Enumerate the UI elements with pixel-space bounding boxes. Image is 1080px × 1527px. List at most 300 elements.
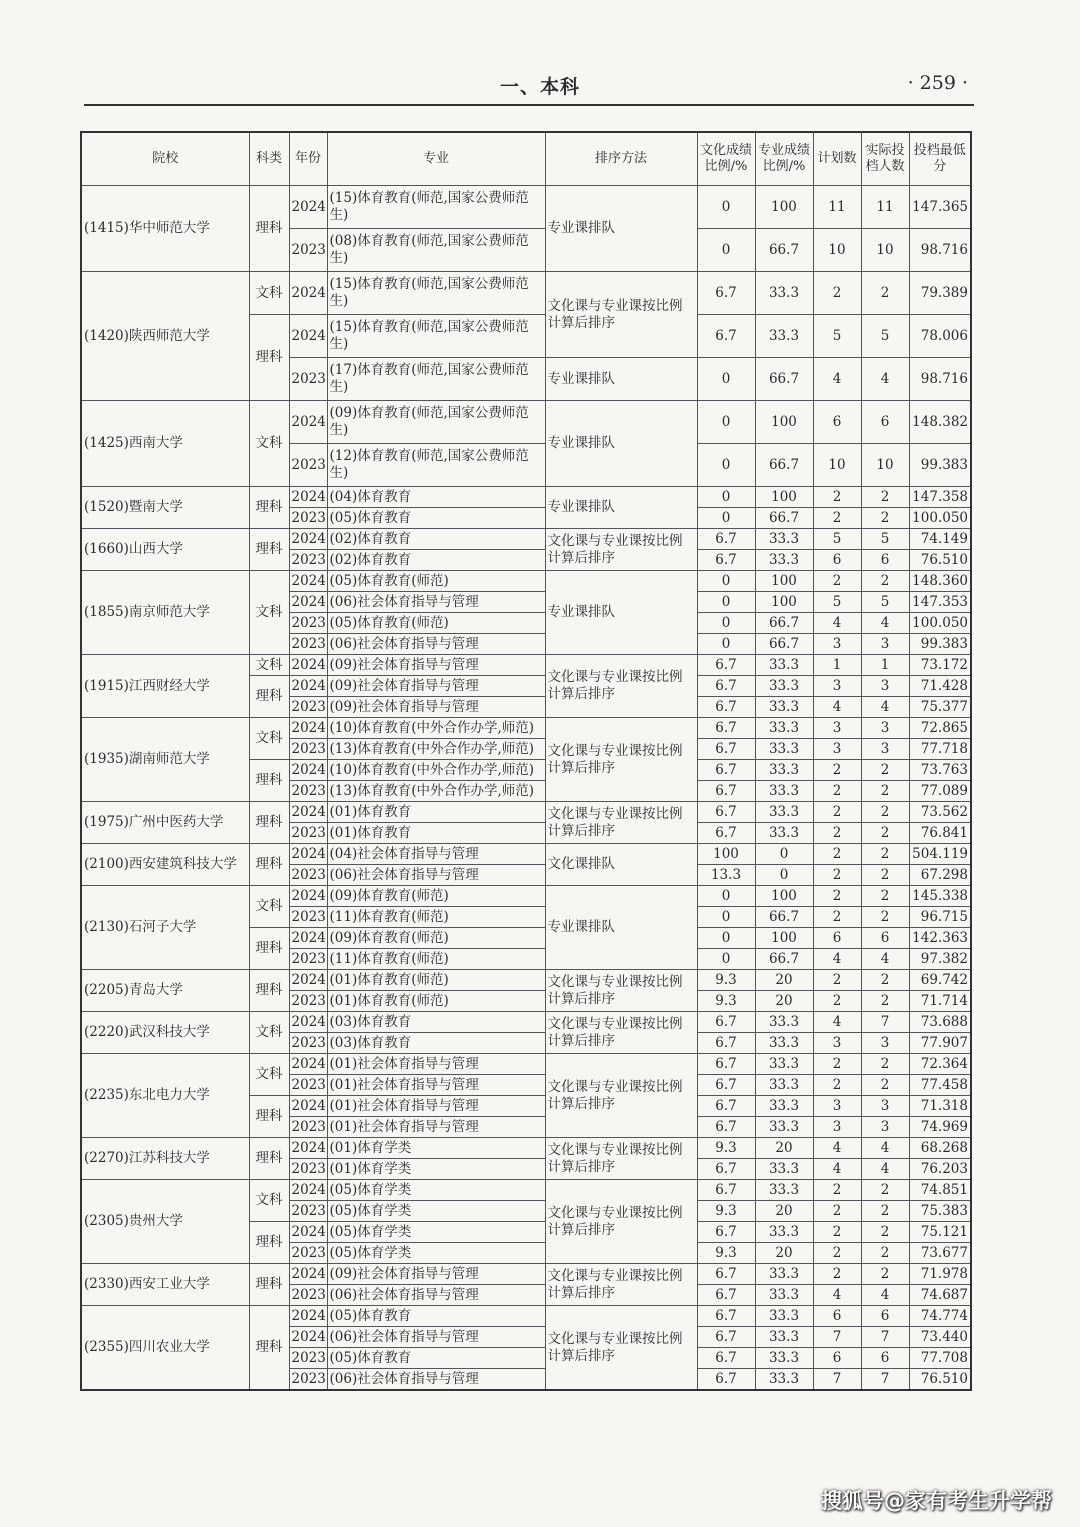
plan-cell: 2 bbox=[813, 781, 861, 802]
school-cell: (1975)广州中医药大学 bbox=[81, 802, 249, 844]
year-cell: 2023 bbox=[289, 907, 327, 928]
plan-cell: 2 bbox=[813, 1075, 861, 1096]
culture-ratio-cell: 6.7 bbox=[697, 272, 755, 315]
major-cell: (05)体育教育 bbox=[327, 1348, 545, 1369]
actual-cell: 2 bbox=[861, 571, 909, 592]
plan-cell: 5 bbox=[813, 315, 861, 358]
major-cell: (11)体育教育(师范) bbox=[327, 907, 545, 928]
table-row bbox=[81, 487, 971, 508]
major-ratio-cell: 100 bbox=[755, 401, 813, 444]
plan-cell: 10 bbox=[813, 444, 861, 487]
actual-cell: 2 bbox=[861, 886, 909, 907]
table-row bbox=[81, 272, 971, 315]
actual-cell: 2 bbox=[861, 272, 909, 315]
major-ratio-cell: 66.7 bbox=[755, 634, 813, 655]
culture-ratio-cell: 6.7 bbox=[697, 802, 755, 823]
school-cell: (2100)西安建筑科技大学 bbox=[81, 844, 249, 886]
major-cell: (04)社会体育指导与管理 bbox=[327, 844, 545, 865]
header-plan: 计划数 bbox=[813, 132, 861, 186]
culture-ratio-cell: 0 bbox=[697, 907, 755, 928]
plan-cell: 2 bbox=[813, 991, 861, 1012]
min-score-cell: 73.688 bbox=[909, 1012, 971, 1033]
school-cell: (1935)湖南师范大学 bbox=[81, 718, 249, 802]
year-cell: 2024 bbox=[289, 886, 327, 907]
table-row bbox=[81, 718, 971, 739]
actual-cell: 2 bbox=[861, 1054, 909, 1075]
major-ratio-cell: 66.7 bbox=[755, 613, 813, 634]
plan-cell: 5 bbox=[813, 529, 861, 550]
plan-cell: 4 bbox=[813, 1159, 861, 1180]
method-cell: 文化课与专业课按比例计算后排序 bbox=[545, 970, 697, 1012]
year-cell: 2024 bbox=[289, 571, 327, 592]
school-cell: (1425)西南大学 bbox=[81, 401, 249, 487]
school-cell: (2330)西安工业大学 bbox=[81, 1264, 249, 1306]
plan-cell: 11 bbox=[813, 186, 861, 229]
category-cell: 文科 bbox=[249, 1054, 289, 1096]
plan-cell: 2 bbox=[813, 802, 861, 823]
actual-cell: 4 bbox=[861, 949, 909, 970]
plan-cell: 7 bbox=[813, 1327, 861, 1348]
major-ratio-cell: 33.3 bbox=[755, 655, 813, 676]
min-score-cell: 74.774 bbox=[909, 1306, 971, 1327]
culture-ratio-cell: 6.7 bbox=[697, 1327, 755, 1348]
min-score-cell: 74.149 bbox=[909, 529, 971, 550]
school-cell: (2220)武汉科技大学 bbox=[81, 1012, 249, 1054]
major-ratio-cell: 33.3 bbox=[755, 1075, 813, 1096]
year-cell: 2023 bbox=[289, 508, 327, 529]
major-ratio-cell: 66.7 bbox=[755, 949, 813, 970]
year-cell: 2023 bbox=[289, 781, 327, 802]
major-ratio-cell: 33.3 bbox=[755, 272, 813, 315]
header-year: 年份 bbox=[289, 132, 327, 186]
major-cell: (09)社会体育指导与管理 bbox=[327, 697, 545, 718]
plan-cell: 6 bbox=[813, 1306, 861, 1327]
year-cell: 2024 bbox=[289, 272, 327, 315]
min-score-cell: 76.510 bbox=[909, 1369, 971, 1391]
major-cell: (06)社会体育指导与管理 bbox=[327, 865, 545, 886]
major-cell: (15)体育教育(师范,国家公费师范生) bbox=[327, 315, 545, 358]
min-score-cell: 73.677 bbox=[909, 1243, 971, 1264]
min-score-cell: 97.382 bbox=[909, 949, 971, 970]
year-cell: 2024 bbox=[289, 315, 327, 358]
culture-ratio-cell: 6.7 bbox=[697, 1180, 755, 1201]
method-cell: 文化课与专业课按比例计算后排序 bbox=[545, 1138, 697, 1180]
major-cell: (09)体育教育(师范) bbox=[327, 886, 545, 907]
major-ratio-cell: 33.3 bbox=[755, 1180, 813, 1201]
major-ratio-cell: 33.3 bbox=[755, 1369, 813, 1391]
min-score-cell: 73.763 bbox=[909, 760, 971, 781]
min-score-cell: 99.383 bbox=[909, 444, 971, 487]
major-cell: (13)体育教育(中外合作办学,师范) bbox=[327, 739, 545, 760]
actual-cell: 2 bbox=[861, 487, 909, 508]
major-cell: (01)体育教育 bbox=[327, 823, 545, 844]
culture-ratio-cell: 6.7 bbox=[697, 1012, 755, 1033]
min-score-cell: 100.050 bbox=[909, 508, 971, 529]
major-cell: (02)体育教育 bbox=[327, 550, 545, 571]
table-row bbox=[81, 571, 971, 592]
method-cell: 文化课与专业课按比例计算后排序 bbox=[545, 802, 697, 844]
culture-ratio-cell: 0 bbox=[697, 571, 755, 592]
culture-ratio-cell: 9.3 bbox=[697, 1138, 755, 1159]
plan-cell: 2 bbox=[813, 865, 861, 886]
major-ratio-cell: 100 bbox=[755, 487, 813, 508]
culture-ratio-cell: 0 bbox=[697, 949, 755, 970]
category-cell: 理科 bbox=[249, 676, 289, 718]
table-row bbox=[81, 401, 971, 444]
culture-ratio-cell: 6.7 bbox=[697, 1096, 755, 1117]
culture-ratio-cell: 6.7 bbox=[697, 1306, 755, 1327]
school-cell: (1660)山西大学 bbox=[81, 529, 249, 571]
category-cell: 理科 bbox=[249, 529, 289, 571]
major-cell: (12)体育教育(师范,国家公费师范生) bbox=[327, 444, 545, 487]
actual-cell: 2 bbox=[861, 844, 909, 865]
culture-ratio-cell: 6.7 bbox=[697, 718, 755, 739]
actual-cell: 6 bbox=[861, 1306, 909, 1327]
category-cell: 理科 bbox=[249, 315, 289, 401]
table-row bbox=[81, 970, 971, 991]
school-cell: (1915)江西财经大学 bbox=[81, 655, 249, 718]
actual-cell: 6 bbox=[861, 1348, 909, 1369]
major-ratio-cell: 66.7 bbox=[755, 229, 813, 272]
year-cell: 2024 bbox=[289, 655, 327, 676]
actual-cell: 3 bbox=[861, 676, 909, 697]
page-header-title: 一、本科 bbox=[499, 76, 580, 98]
category-cell: 理科 bbox=[249, 760, 289, 802]
year-cell: 2023 bbox=[289, 634, 327, 655]
school-cell: (1855)南京师范大学 bbox=[81, 571, 249, 655]
plan-cell: 2 bbox=[813, 970, 861, 991]
table-row bbox=[81, 655, 971, 676]
major-ratio-cell: 0 bbox=[755, 865, 813, 886]
min-score-cell: 98.716 bbox=[909, 358, 971, 401]
min-score-cell: 76.841 bbox=[909, 823, 971, 844]
method-cell: 文化课排队 bbox=[545, 844, 697, 886]
min-score-cell: 145.338 bbox=[909, 886, 971, 907]
min-score-cell: 73.440 bbox=[909, 1327, 971, 1348]
major-ratio-cell: 33.3 bbox=[755, 676, 813, 697]
major-ratio-cell: 100 bbox=[755, 886, 813, 907]
plan-cell: 4 bbox=[813, 697, 861, 718]
min-score-cell: 72.364 bbox=[909, 1054, 971, 1075]
category-cell: 文科 bbox=[249, 571, 289, 655]
actual-cell: 2 bbox=[861, 1222, 909, 1243]
major-ratio-cell: 33.3 bbox=[755, 823, 813, 844]
method-cell: 文化课与专业课按比例计算后排序 bbox=[545, 272, 697, 358]
category-cell: 文科 bbox=[249, 718, 289, 760]
min-score-cell: 98.716 bbox=[909, 229, 971, 272]
major-cell: (01)社会体育指导与管理 bbox=[327, 1117, 545, 1138]
min-score-cell: 79.389 bbox=[909, 272, 971, 315]
major-cell: (06)社会体育指导与管理 bbox=[327, 1285, 545, 1306]
min-score-cell: 68.268 bbox=[909, 1138, 971, 1159]
major-cell: (05)体育学类 bbox=[327, 1243, 545, 1264]
major-ratio-cell: 33.3 bbox=[755, 1012, 813, 1033]
culture-ratio-cell: 9.3 bbox=[697, 1201, 755, 1222]
major-cell: (01)社会体育指导与管理 bbox=[327, 1096, 545, 1117]
category-cell: 理科 bbox=[249, 802, 289, 844]
year-cell: 2023 bbox=[289, 1348, 327, 1369]
min-score-cell: 75.383 bbox=[909, 1201, 971, 1222]
year-cell: 2023 bbox=[289, 358, 327, 401]
year-cell: 2024 bbox=[289, 1264, 327, 1285]
actual-cell: 4 bbox=[861, 613, 909, 634]
table-row bbox=[81, 186, 971, 229]
plan-cell: 3 bbox=[813, 1033, 861, 1054]
major-ratio-cell: 33.3 bbox=[755, 315, 813, 358]
major-cell: (01)社会体育指导与管理 bbox=[327, 1054, 545, 1075]
method-cell: 文化课与专业课按比例计算后排序 bbox=[545, 1306, 697, 1391]
table-row bbox=[81, 529, 971, 550]
method-cell: 专业课排队 bbox=[545, 487, 697, 529]
category-cell: 文科 bbox=[249, 401, 289, 487]
actual-cell: 1 bbox=[861, 655, 909, 676]
culture-ratio-cell: 6.7 bbox=[697, 1369, 755, 1391]
culture-ratio-cell: 6.7 bbox=[697, 1222, 755, 1243]
plan-cell: 4 bbox=[813, 358, 861, 401]
major-ratio-cell: 33.3 bbox=[755, 1348, 813, 1369]
plan-cell: 2 bbox=[813, 1054, 861, 1075]
admission-table bbox=[80, 131, 972, 1391]
plan-cell: 3 bbox=[813, 676, 861, 697]
major-ratio-cell: 33.3 bbox=[755, 1033, 813, 1054]
plan-cell: 3 bbox=[813, 1117, 861, 1138]
plan-cell: 2 bbox=[813, 907, 861, 928]
major-ratio-cell: 33.3 bbox=[755, 760, 813, 781]
major-cell: (01)体育教育 bbox=[327, 802, 545, 823]
school-cell: (1520)暨南大学 bbox=[81, 487, 249, 529]
culture-ratio-cell: 0 bbox=[697, 229, 755, 272]
method-cell: 文化课与专业课按比例计算后排序 bbox=[545, 1264, 697, 1306]
major-ratio-cell: 33.3 bbox=[755, 802, 813, 823]
school-cell: (2130)石河子大学 bbox=[81, 886, 249, 970]
year-cell: 2024 bbox=[289, 718, 327, 739]
major-cell: (09)体育教育(师范) bbox=[327, 928, 545, 949]
category-cell: 理科 bbox=[249, 1306, 289, 1391]
major-ratio-cell: 20 bbox=[755, 1138, 813, 1159]
min-score-cell: 100.050 bbox=[909, 613, 971, 634]
culture-ratio-cell: 9.3 bbox=[697, 970, 755, 991]
culture-ratio-cell: 6.7 bbox=[697, 1264, 755, 1285]
year-cell: 2023 bbox=[289, 865, 327, 886]
min-score-cell: 71.714 bbox=[909, 991, 971, 1012]
major-cell: (09)社会体育指导与管理 bbox=[327, 676, 545, 697]
major-cell: (10)体育教育(中外合作办学,师范) bbox=[327, 760, 545, 781]
plan-cell: 3 bbox=[813, 718, 861, 739]
culture-ratio-cell: 0 bbox=[697, 487, 755, 508]
table-body bbox=[81, 186, 971, 1391]
major-cell: (05)体育教育(师范) bbox=[327, 613, 545, 634]
major-cell: (08)体育教育(师范,国家公费师范生) bbox=[327, 229, 545, 272]
plan-cell: 2 bbox=[813, 886, 861, 907]
year-cell: 2024 bbox=[289, 1306, 327, 1327]
school-cell: (2305)贵州大学 bbox=[81, 1180, 249, 1264]
method-cell: 文化课与专业课按比例计算后排序 bbox=[545, 1054, 697, 1138]
school-cell: (1420)陕西师范大学 bbox=[81, 272, 249, 401]
plan-cell: 2 bbox=[813, 487, 861, 508]
actual-cell: 5 bbox=[861, 315, 909, 358]
year-cell: 2023 bbox=[289, 1285, 327, 1306]
header-actual: 实际投档人数 bbox=[861, 132, 909, 186]
min-score-cell: 75.121 bbox=[909, 1222, 971, 1243]
plan-cell: 4 bbox=[813, 1012, 861, 1033]
year-cell: 2024 bbox=[289, 802, 327, 823]
category-cell: 理科 bbox=[249, 1222, 289, 1264]
header-major-ratio: 专业成绩比例/% bbox=[755, 132, 813, 186]
major-ratio-cell: 33.3 bbox=[755, 529, 813, 550]
min-score-cell: 99.383 bbox=[909, 634, 971, 655]
min-score-cell: 74.687 bbox=[909, 1285, 971, 1306]
culture-ratio-cell: 6.7 bbox=[697, 1348, 755, 1369]
year-cell: 2024 bbox=[289, 1138, 327, 1159]
culture-ratio-cell: 0 bbox=[697, 592, 755, 613]
min-score-cell: 71.428 bbox=[909, 676, 971, 697]
school-cell: (1415)华中师范大学 bbox=[81, 186, 249, 272]
actual-cell: 4 bbox=[861, 1285, 909, 1306]
major-cell: (10)体育教育(中外合作办学,师范) bbox=[327, 718, 545, 739]
major-ratio-cell: 66.7 bbox=[755, 508, 813, 529]
actual-cell: 4 bbox=[861, 1138, 909, 1159]
actual-cell: 4 bbox=[861, 697, 909, 718]
plan-cell: 3 bbox=[813, 739, 861, 760]
actual-cell: 2 bbox=[861, 1180, 909, 1201]
year-cell: 2023 bbox=[289, 229, 327, 272]
year-cell: 2023 bbox=[289, 550, 327, 571]
actual-cell: 2 bbox=[861, 991, 909, 1012]
actual-cell: 2 bbox=[861, 1243, 909, 1264]
plan-cell: 7 bbox=[813, 1369, 861, 1391]
year-cell: 2023 bbox=[289, 949, 327, 970]
table-row bbox=[81, 1054, 971, 1075]
culture-ratio-cell: 6.7 bbox=[697, 529, 755, 550]
year-cell: 2023 bbox=[289, 1369, 327, 1391]
actual-cell: 2 bbox=[861, 970, 909, 991]
method-cell: 文化课与专业课按比例计算后排序 bbox=[545, 1180, 697, 1264]
culture-ratio-cell: 6.7 bbox=[697, 1033, 755, 1054]
year-cell: 2024 bbox=[289, 1012, 327, 1033]
table-row bbox=[81, 844, 971, 865]
actual-cell: 3 bbox=[861, 739, 909, 760]
year-cell: 2024 bbox=[289, 1327, 327, 1348]
category-cell: 理科 bbox=[249, 970, 289, 1012]
min-score-cell: 77.458 bbox=[909, 1075, 971, 1096]
min-score-cell: 71.978 bbox=[909, 1264, 971, 1285]
major-cell: (06)社会体育指导与管理 bbox=[327, 592, 545, 613]
year-cell: 2023 bbox=[289, 991, 327, 1012]
category-cell: 理科 bbox=[249, 1138, 289, 1180]
major-cell: (05)体育教育 bbox=[327, 508, 545, 529]
culture-ratio-cell: 6.7 bbox=[697, 1117, 755, 1138]
major-ratio-cell: 33.3 bbox=[755, 1306, 813, 1327]
actual-cell: 2 bbox=[861, 802, 909, 823]
min-score-cell: 74.969 bbox=[909, 1117, 971, 1138]
major-ratio-cell: 33.3 bbox=[755, 697, 813, 718]
major-ratio-cell: 33.3 bbox=[755, 1327, 813, 1348]
min-score-cell: 73.562 bbox=[909, 802, 971, 823]
min-score-cell: 96.715 bbox=[909, 907, 971, 928]
major-ratio-cell: 33.3 bbox=[755, 781, 813, 802]
year-cell: 2024 bbox=[289, 487, 327, 508]
major-ratio-cell: 66.7 bbox=[755, 358, 813, 401]
method-cell: 文化课与专业课按比例计算后排序 bbox=[545, 655, 697, 718]
category-cell: 文科 bbox=[249, 1180, 289, 1222]
major-ratio-cell: 100 bbox=[755, 928, 813, 949]
table-row bbox=[81, 802, 971, 823]
culture-ratio-cell: 9.3 bbox=[697, 991, 755, 1012]
plan-cell: 2 bbox=[813, 571, 861, 592]
culture-ratio-cell: 6.7 bbox=[697, 655, 755, 676]
culture-ratio-cell: 6.7 bbox=[697, 760, 755, 781]
culture-ratio-cell: 9.3 bbox=[697, 1243, 755, 1264]
school-cell: (2355)四川农业大学 bbox=[81, 1306, 249, 1391]
category-cell: 理科 bbox=[249, 186, 289, 272]
major-cell: (09)社会体育指导与管理 bbox=[327, 655, 545, 676]
culture-ratio-cell: 0 bbox=[697, 613, 755, 634]
major-cell: (09)社会体育指导与管理 bbox=[327, 1264, 545, 1285]
major-ratio-cell: 33.3 bbox=[755, 1054, 813, 1075]
category-cell: 文科 bbox=[249, 272, 289, 315]
method-cell: 文化课与专业课按比例计算后排序 bbox=[545, 529, 697, 571]
plan-cell: 2 bbox=[813, 1222, 861, 1243]
actual-cell: 5 bbox=[861, 529, 909, 550]
actual-cell: 6 bbox=[861, 550, 909, 571]
year-cell: 2024 bbox=[289, 186, 327, 229]
actual-cell: 2 bbox=[861, 1264, 909, 1285]
major-ratio-cell: 66.7 bbox=[755, 444, 813, 487]
plan-cell: 6 bbox=[813, 550, 861, 571]
major-cell: (01)体育学类 bbox=[327, 1159, 545, 1180]
culture-ratio-cell: 100 bbox=[697, 844, 755, 865]
plan-cell: 2 bbox=[813, 272, 861, 315]
major-ratio-cell: 33.3 bbox=[755, 1285, 813, 1306]
culture-ratio-cell: 6.7 bbox=[697, 1159, 755, 1180]
actual-cell: 2 bbox=[861, 1075, 909, 1096]
major-cell: (06)社会体育指导与管理 bbox=[327, 1369, 545, 1391]
actual-cell: 2 bbox=[861, 760, 909, 781]
actual-cell: 7 bbox=[861, 1327, 909, 1348]
culture-ratio-cell: 6.7 bbox=[697, 315, 755, 358]
year-cell: 2024 bbox=[289, 401, 327, 444]
major-cell: (05)体育学类 bbox=[327, 1201, 545, 1222]
plan-cell: 6 bbox=[813, 401, 861, 444]
method-cell: 专业课排队 bbox=[545, 401, 697, 487]
culture-ratio-cell: 0 bbox=[697, 634, 755, 655]
min-score-cell: 147.353 bbox=[909, 592, 971, 613]
major-cell: (06)社会体育指导与管理 bbox=[327, 1327, 545, 1348]
culture-ratio-cell: 6.7 bbox=[697, 1054, 755, 1075]
min-score-cell: 69.742 bbox=[909, 970, 971, 991]
plan-cell: 4 bbox=[813, 1285, 861, 1306]
min-score-cell: 148.360 bbox=[909, 571, 971, 592]
method-cell: 专业课排队 bbox=[545, 358, 697, 401]
year-cell: 2023 bbox=[289, 1075, 327, 1096]
footer-watermark: 搜狐号@家有考生升学帮 bbox=[821, 1489, 1052, 1513]
plan-cell: 2 bbox=[813, 844, 861, 865]
plan-cell: 4 bbox=[813, 613, 861, 634]
major-cell: (01)体育教育(师范) bbox=[327, 970, 545, 991]
actual-cell: 10 bbox=[861, 229, 909, 272]
major-cell: (05)体育学类 bbox=[327, 1180, 545, 1201]
major-ratio-cell: 33.3 bbox=[755, 1222, 813, 1243]
min-score-cell: 142.363 bbox=[909, 928, 971, 949]
actual-cell: 3 bbox=[861, 1117, 909, 1138]
table-row bbox=[81, 1264, 971, 1285]
min-score-cell: 504.119 bbox=[909, 844, 971, 865]
major-cell: (05)体育教育 bbox=[327, 1306, 545, 1327]
culture-ratio-cell: 6.7 bbox=[697, 697, 755, 718]
major-ratio-cell: 20 bbox=[755, 1243, 813, 1264]
page-number: · 259 · bbox=[907, 72, 968, 94]
min-score-cell: 147.358 bbox=[909, 487, 971, 508]
